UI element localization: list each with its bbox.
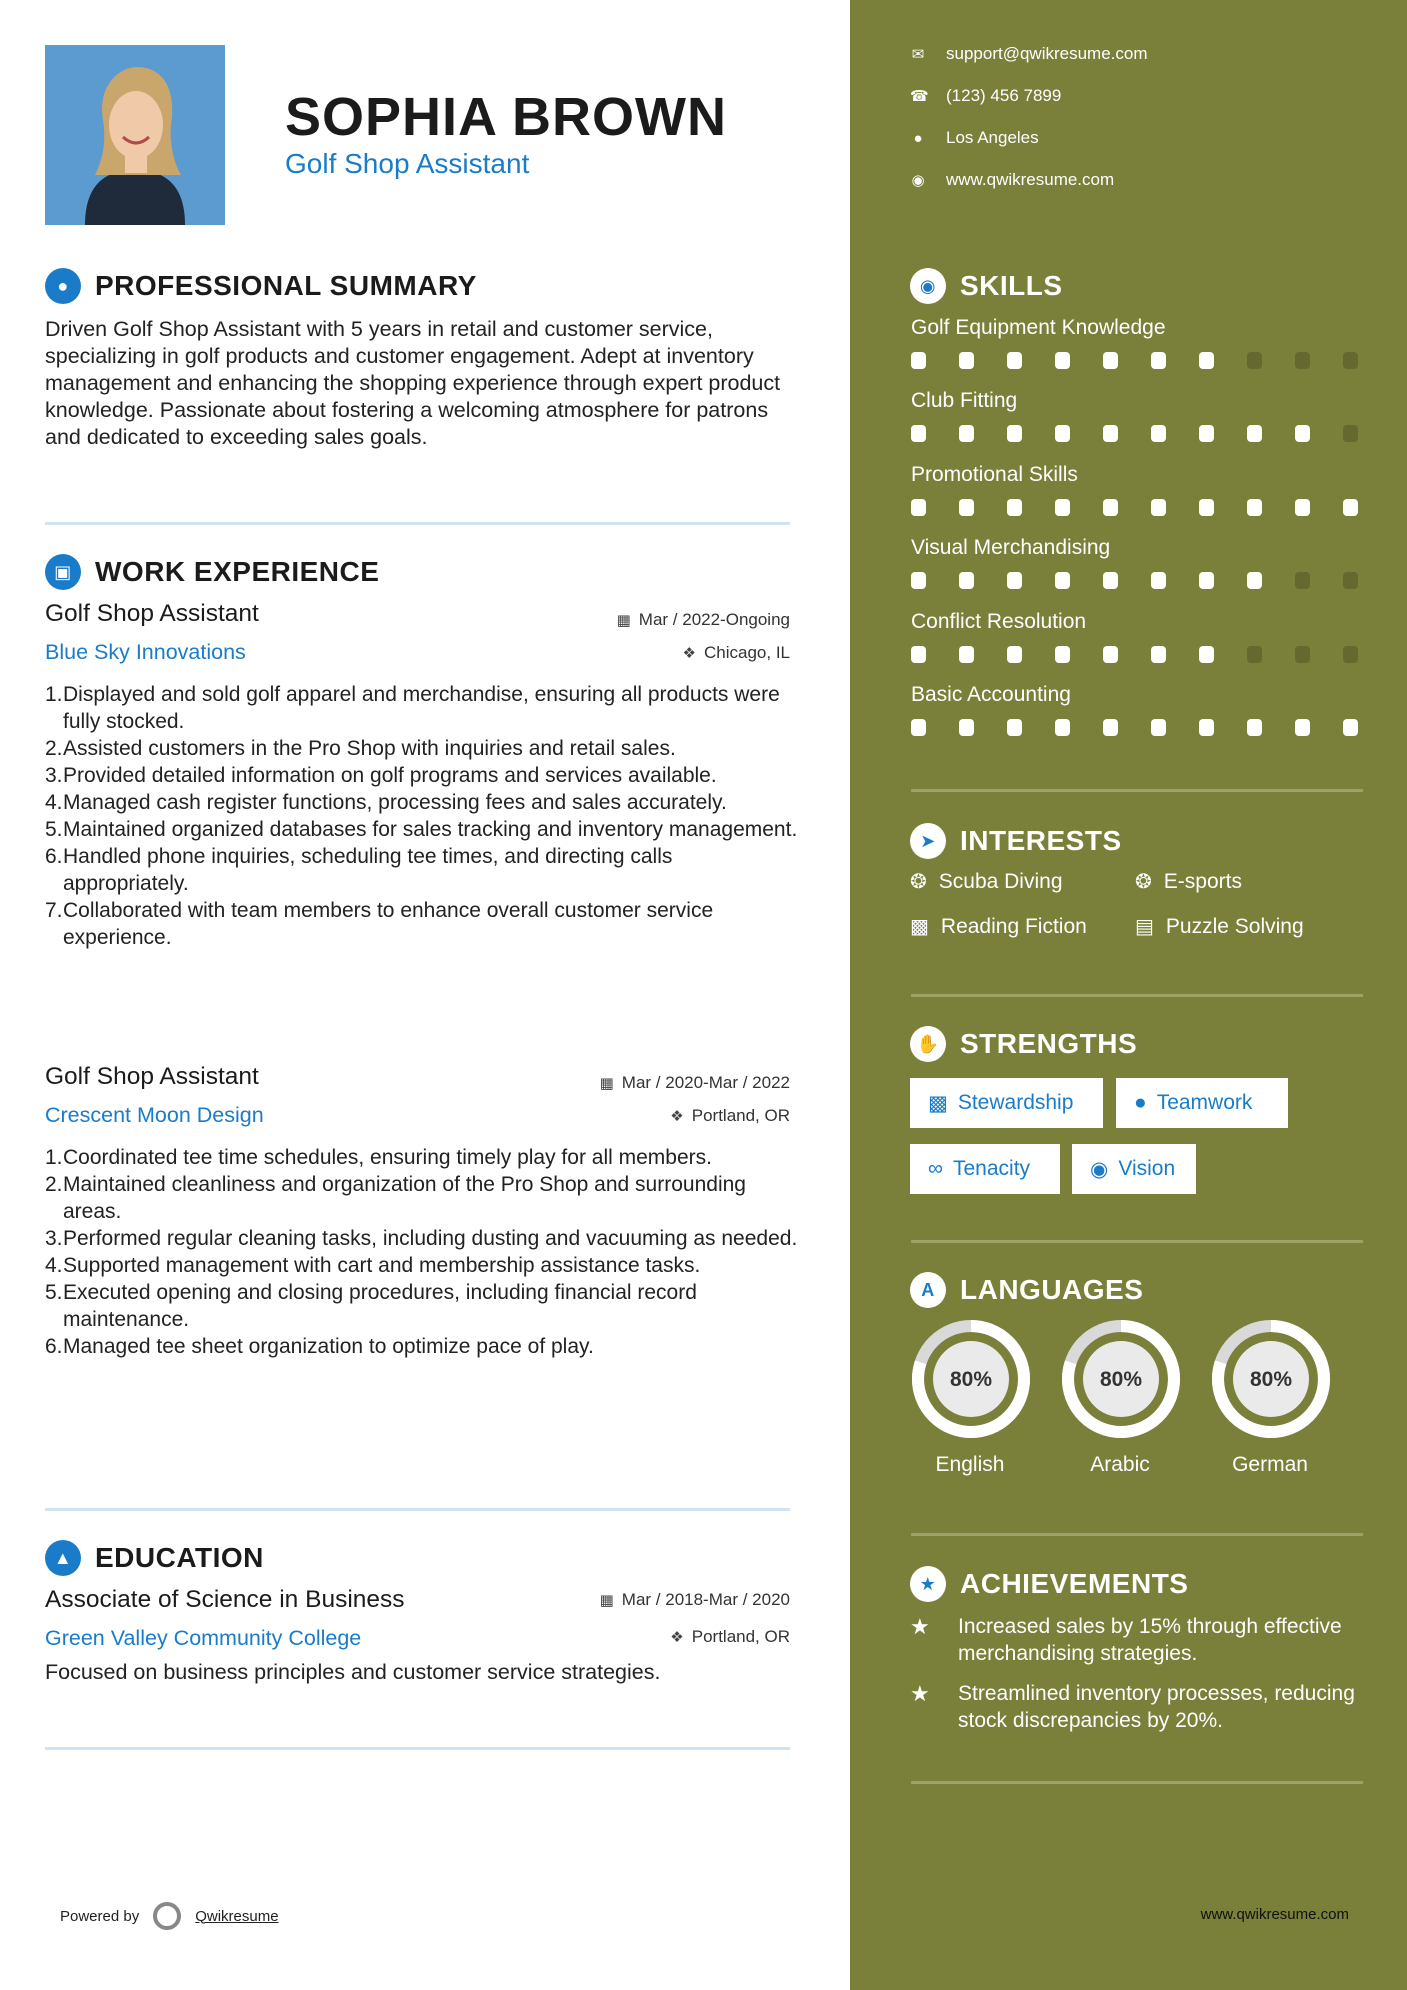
rating-dot bbox=[1007, 352, 1022, 369]
qwikresume-logo-icon bbox=[153, 1902, 181, 1930]
list-item: 3. Performed regular cleaning tasks, including dusting and vacuuming as needed. bbox=[45, 1227, 798, 1250]
list-item: 6. Managed tee sheet organization to optimize pace of play. bbox=[45, 1335, 594, 1358]
rating-dot bbox=[1103, 719, 1118, 736]
job-date: ▦ Mar / 2022-Ongoing bbox=[616, 610, 790, 629]
rating-dot bbox=[1055, 425, 1070, 442]
skills-heading: ◉ SKILLS bbox=[910, 268, 1063, 304]
education-heading: ▲ EDUCATION bbox=[45, 1540, 264, 1576]
divider bbox=[45, 522, 790, 525]
rating-dot bbox=[911, 646, 926, 663]
languages-heading: A LANGUAGES bbox=[910, 1272, 1143, 1308]
rating-dot bbox=[1295, 719, 1310, 736]
shooting-star-icon: ★ bbox=[910, 1614, 930, 1639]
contact-location: ● Los Angeles bbox=[910, 128, 1039, 148]
shooting-star-icon: ★ bbox=[910, 1681, 930, 1706]
lifebuoy-icon: ❂ bbox=[910, 871, 927, 893]
list-item: 4. Supported management with cart and membership assistance tasks. bbox=[45, 1254, 701, 1277]
skill-rating bbox=[911, 499, 1358, 516]
translate-icon: A bbox=[910, 1272, 946, 1308]
briefcase-icon: ▩ bbox=[928, 1091, 948, 1115]
rating-dot bbox=[1295, 646, 1310, 663]
education-location: ❖ Portland, OR bbox=[670, 1627, 790, 1646]
calendar-icon: ▦ bbox=[599, 1592, 614, 1609]
skill-name: Basic Accounting bbox=[911, 683, 1071, 706]
language-gauge bbox=[1060, 1318, 1180, 1445]
rating-dot bbox=[1007, 719, 1022, 736]
globe-icon: ◉ bbox=[911, 172, 925, 189]
binoculars-icon: ◉ bbox=[1090, 1157, 1109, 1181]
skill-name: Club Fitting bbox=[911, 389, 1018, 413]
rating-dot bbox=[1199, 572, 1214, 589]
language-percent: 80% bbox=[1099, 1368, 1143, 1391]
link-icon: ∞ bbox=[928, 1157, 943, 1180]
rating-dot bbox=[1151, 352, 1166, 369]
rating-dot bbox=[959, 719, 974, 736]
skill-name: Golf Equipment Knowledge bbox=[911, 316, 1166, 339]
gamepad-icon: ▩ bbox=[910, 916, 929, 938]
list-item: 5. Executed opening and closing procedures, including financial record maintenance. bbox=[45, 1281, 697, 1331]
job-title: Golf Shop Assistant bbox=[45, 1063, 259, 1090]
rating-dot bbox=[1199, 352, 1214, 369]
rating-dot bbox=[1247, 352, 1262, 369]
list-item: 3. Provided detailed information on golf programs and services available. bbox=[45, 764, 717, 787]
footer-website[interactable]: www.qwikresume.com bbox=[1200, 1906, 1349, 1923]
job-location: ❖ Chicago, IL bbox=[682, 643, 790, 662]
office-chair-icon: ▣ bbox=[45, 554, 81, 590]
divider bbox=[45, 1747, 790, 1750]
rating-dot bbox=[1151, 719, 1166, 736]
list-item: 7. Collaborated with team members to enhance overall customer service experience. bbox=[45, 899, 714, 949]
rating-dot bbox=[1343, 646, 1358, 663]
rating-dot bbox=[911, 572, 926, 589]
language-gauge bbox=[1210, 1318, 1330, 1445]
rating-dot bbox=[1247, 572, 1262, 589]
interest-item: ❂ Scuba Diving bbox=[910, 869, 1063, 893]
rating-dot bbox=[1103, 499, 1118, 516]
strength-badge: ◉ Vision bbox=[1072, 1144, 1196, 1194]
rating-dot bbox=[959, 499, 974, 516]
interests-heading: ➤ INTERESTS bbox=[910, 823, 1122, 859]
lightbulb-icon: ◉ bbox=[910, 268, 946, 304]
rating-dot bbox=[1343, 425, 1358, 442]
map-marker-icon: ● bbox=[913, 129, 923, 147]
language-name: Arabic bbox=[1090, 1453, 1150, 1476]
lifebuoy-icon: ❂ bbox=[1135, 871, 1152, 893]
contact-email: ✉ support@qwikresume.com bbox=[911, 44, 1148, 63]
pin-icon: ❖ bbox=[670, 1629, 684, 1646]
rating-dot bbox=[1247, 425, 1262, 442]
achievement-item: ★ Increased sales by 15% through effective merchandising strategies. bbox=[910, 1614, 1342, 1665]
qwikresume-link[interactable]: Qwikresume bbox=[195, 1907, 279, 1925]
progress-ring bbox=[1060, 1318, 1182, 1440]
rating-dot bbox=[1151, 425, 1166, 442]
rating-dot bbox=[959, 352, 974, 369]
summary-text: Driven Golf Shop Assistant with 5 years in retail and customer service, specializing in golf products and customer engagement. Adept at inventory management and enhancing the shopping experience through expert product knowledge. Passionate about fostering a welcoming atmosphere for patrons and dedicated to exceeding sales goals. bbox=[45, 317, 781, 449]
skill-rating bbox=[911, 646, 1358, 663]
divider bbox=[911, 994, 1363, 997]
footer-powered-by: Powered by Qwikresume bbox=[60, 1902, 279, 1930]
rating-dot bbox=[1151, 572, 1166, 589]
candidate-role: Golf Shop Assistant bbox=[285, 148, 530, 179]
divider bbox=[911, 1533, 1363, 1536]
rating-dot bbox=[1247, 646, 1262, 663]
list-item: 6. Handled phone inquiries, scheduling tee times, and directing calls appropriately. bbox=[45, 845, 673, 895]
rating-dot bbox=[959, 646, 974, 663]
envelope-icon: ✉ bbox=[911, 46, 925, 63]
language-name: English bbox=[935, 1453, 1005, 1476]
job-company: Crescent Moon Design bbox=[45, 1103, 264, 1127]
pin-icon: ❖ bbox=[670, 1108, 684, 1125]
progress-ring bbox=[910, 1318, 1032, 1440]
education-description: Focused on business principles and customer service strategies. bbox=[45, 1660, 661, 1684]
rating-dot bbox=[959, 425, 974, 442]
achievement-item: ★ Streamlined inventory processes, reducing stock discrepancies by 20%. bbox=[910, 1681, 1355, 1732]
strength-badge: ∞ Tenacity bbox=[910, 1144, 1060, 1194]
rating-dot bbox=[911, 719, 926, 736]
work-heading: ▣ WORK EXPERIENCE bbox=[45, 554, 379, 590]
contact-website: ◉ www.qwikresume.com bbox=[911, 170, 1115, 189]
rating-dot bbox=[1007, 425, 1022, 442]
strengths-heading: ✋ STRENGTHS bbox=[910, 1026, 1137, 1062]
rating-dot bbox=[1103, 572, 1118, 589]
list-item: 1. Coordinated tee time schedules, ensuring timely play for all members. bbox=[45, 1146, 712, 1169]
rating-dot bbox=[1343, 719, 1358, 736]
sidebar bbox=[850, 0, 1407, 1990]
skill-name: Conflict Resolution bbox=[911, 609, 1087, 633]
rating-dot bbox=[1151, 499, 1166, 516]
rating-dot bbox=[911, 425, 926, 442]
education-date: ▦ Mar / 2018-Mar / 2020 bbox=[599, 1590, 790, 1609]
list-item: 5. Maintained organized databases for sales tracking and inventory management. bbox=[45, 818, 798, 841]
rating-dot bbox=[1343, 572, 1358, 589]
rating-dot bbox=[1055, 499, 1070, 516]
book-icon: ▤ bbox=[1135, 916, 1154, 938]
language-percent: 80% bbox=[1249, 1368, 1293, 1391]
divider bbox=[911, 1240, 1363, 1243]
paper-plane-icon: ➤ bbox=[910, 823, 946, 859]
rating-dot bbox=[1199, 719, 1214, 736]
fist-icon: ✋ bbox=[910, 1026, 946, 1062]
list-item: 2. Maintained cleanliness and organization of the Pro Shop and surrounding areas. bbox=[45, 1173, 746, 1223]
skill-rating bbox=[911, 425, 1358, 442]
skill-rating bbox=[911, 352, 1358, 369]
phone-icon: ☎ bbox=[910, 88, 929, 105]
skill-name: Promotional Skills bbox=[911, 462, 1078, 486]
user-icon: ● bbox=[45, 268, 81, 304]
calendar-icon: ▦ bbox=[599, 1075, 614, 1092]
rating-dot bbox=[1295, 425, 1310, 442]
skill-rating bbox=[911, 719, 1358, 736]
skill-name: Visual Merchandising bbox=[911, 536, 1111, 560]
summary-heading: ● PROFESSIONAL SUMMARY bbox=[45, 268, 477, 304]
pin-icon: ❖ bbox=[682, 645, 696, 662]
candidate-name: SOPHIA BROWN bbox=[285, 87, 727, 147]
list-item: 1. Displayed and sold golf apparel and merchandise, ensuring all products were fully stocked. bbox=[45, 683, 780, 733]
rating-dot bbox=[1295, 572, 1310, 589]
job-location: ❖ Portland, OR bbox=[670, 1106, 790, 1125]
rating-dot bbox=[1055, 646, 1070, 663]
rating-dot bbox=[1247, 719, 1262, 736]
job-duties bbox=[45, 681, 800, 951]
strength-badge: ● Teamwork bbox=[1116, 1078, 1288, 1128]
school-name: Green Valley Community College bbox=[45, 1626, 362, 1650]
rating-dot bbox=[1055, 719, 1070, 736]
rating-dot bbox=[1199, 499, 1214, 516]
skill-rating bbox=[911, 572, 1358, 589]
rating-dot bbox=[1007, 646, 1022, 663]
achievements-heading: ★ ACHIEVEMENTS bbox=[910, 1566, 1188, 1602]
users-icon: ● bbox=[1134, 1091, 1147, 1114]
rating-dot bbox=[1295, 499, 1310, 516]
interest-item: ▩ Reading Fiction bbox=[910, 914, 1087, 938]
divider bbox=[45, 1508, 790, 1511]
job-duties bbox=[45, 1144, 800, 1360]
rating-dot bbox=[1247, 499, 1262, 516]
graduation-icon: ▲ bbox=[45, 1540, 81, 1576]
rating-dot bbox=[911, 352, 926, 369]
rating-dot bbox=[1343, 499, 1358, 516]
degree-title: Associate of Science in Business bbox=[45, 1586, 405, 1613]
strength-badge: ▩ Stewardship bbox=[910, 1078, 1103, 1128]
rating-dot bbox=[1103, 425, 1118, 442]
rating-dot bbox=[1151, 646, 1166, 663]
progress-ring bbox=[1210, 1318, 1332, 1440]
job-company: Blue Sky Innovations bbox=[45, 640, 246, 664]
contact-phone: ☎ (123) 456 7899 bbox=[910, 86, 1062, 105]
language-name: German bbox=[1232, 1453, 1308, 1476]
rating-dot bbox=[1103, 646, 1118, 663]
divider bbox=[911, 1781, 1363, 1784]
star-badge-icon: ★ bbox=[910, 1566, 946, 1602]
rating-dot bbox=[1199, 425, 1214, 442]
job-date: ▦ Mar / 2020-Mar / 2022 bbox=[599, 1073, 790, 1092]
rating-dot bbox=[959, 572, 974, 589]
calendar-icon: ▦ bbox=[616, 612, 631, 629]
list-item: 4. Managed cash register functions, processing fees and sales accurately. bbox=[45, 791, 727, 814]
language-gauge bbox=[910, 1318, 1030, 1445]
rating-dot bbox=[1007, 572, 1022, 589]
rating-dot bbox=[1103, 352, 1118, 369]
rating-dot bbox=[1295, 352, 1310, 369]
list-item: 2. Assisted customers in the Pro Shop with inquiries and retail sales. bbox=[45, 737, 676, 760]
job-title: Golf Shop Assistant bbox=[45, 600, 259, 627]
rating-dot bbox=[1199, 646, 1214, 663]
rating-dot bbox=[1007, 499, 1022, 516]
rating-dot bbox=[1055, 572, 1070, 589]
interest-item: ❂ E-sports bbox=[1135, 869, 1242, 893]
divider bbox=[911, 789, 1363, 792]
language-percent: 80% bbox=[949, 1368, 993, 1391]
rating-dot bbox=[1055, 352, 1070, 369]
rating-dot bbox=[911, 499, 926, 516]
interest-item: ▤ Puzzle Solving bbox=[1135, 914, 1304, 938]
rating-dot bbox=[1343, 352, 1358, 369]
profile-photo bbox=[45, 45, 225, 225]
